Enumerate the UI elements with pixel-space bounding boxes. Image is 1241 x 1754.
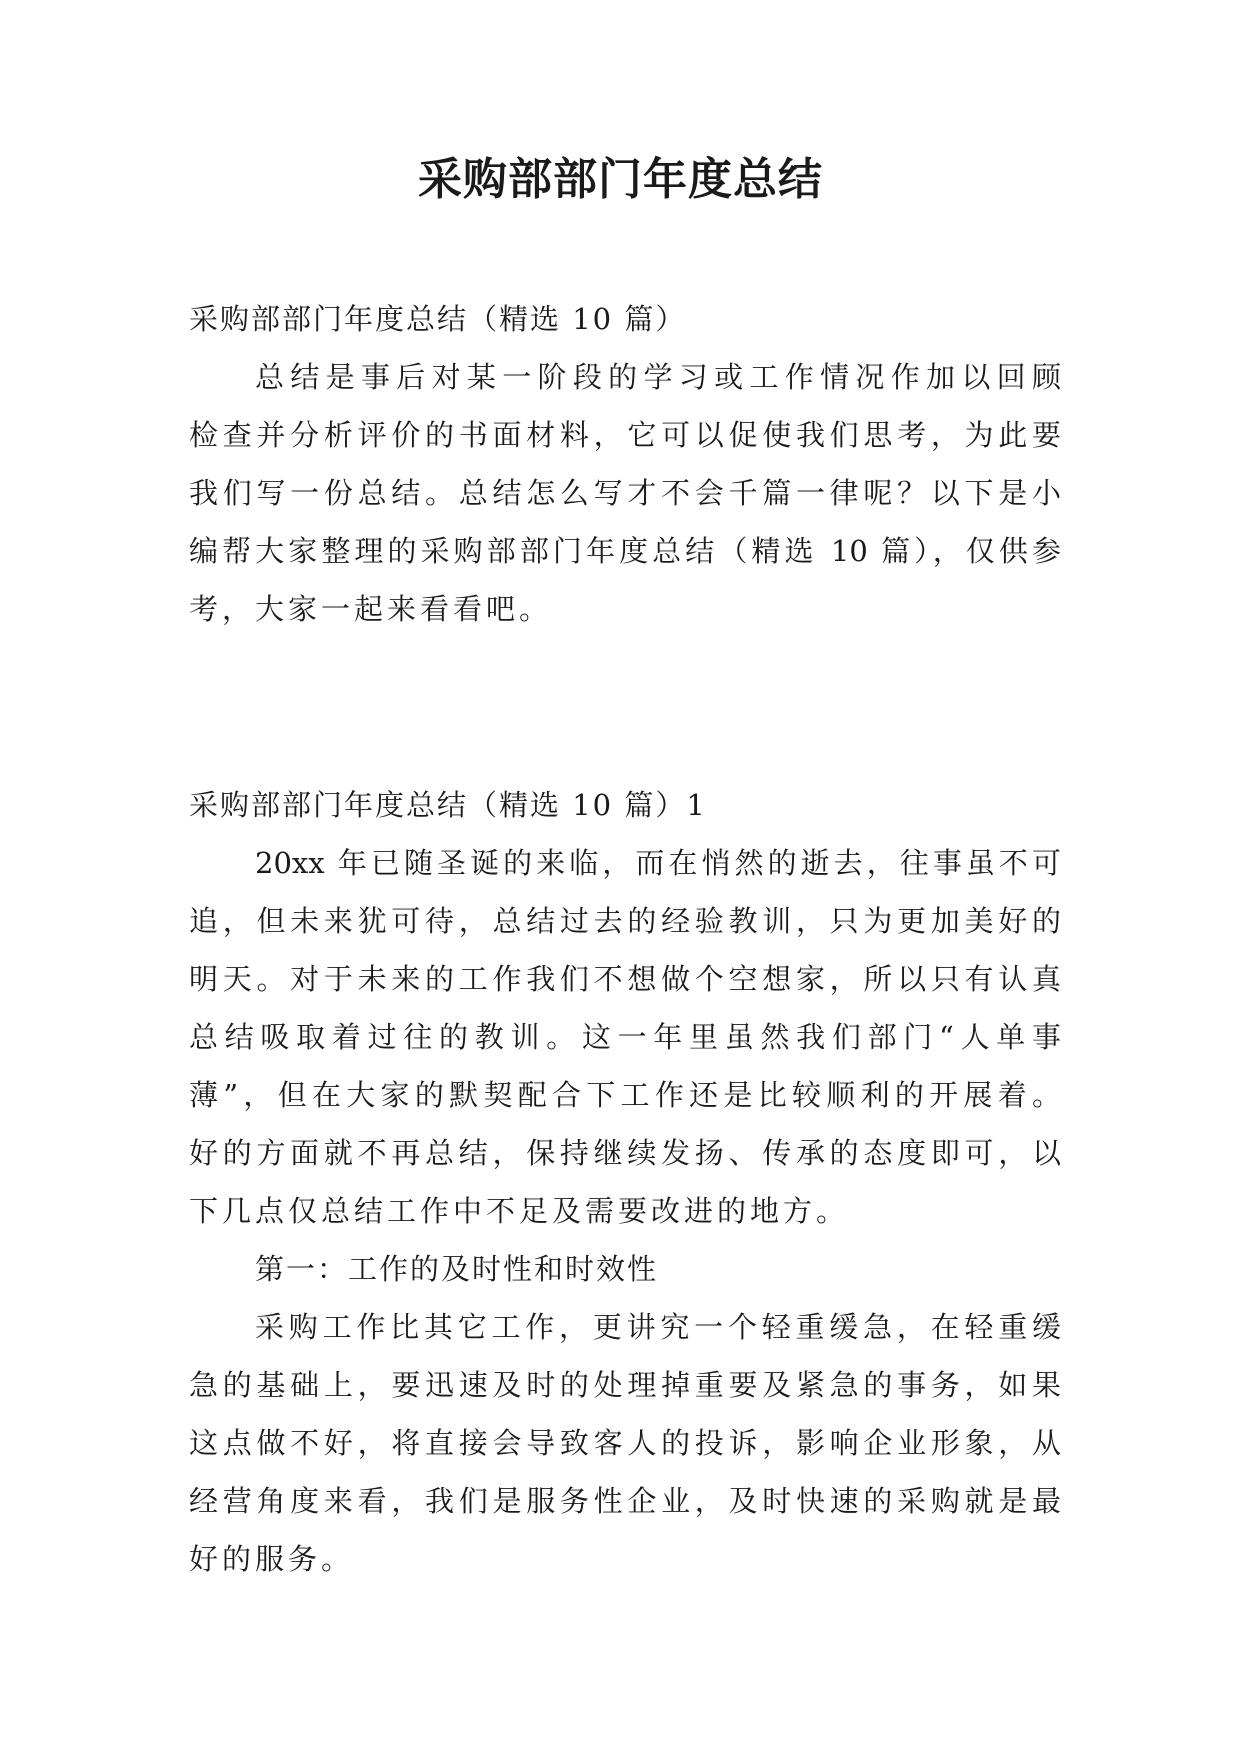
document-body (189, 290, 1061, 1588)
section1-p2-line-3: 这点做不好，将直接会导致客人的投诉，影响企业形象，从 (189, 1426, 1061, 1460)
section1-sub-heading: 第一：工作的及时性和时效性 (255, 1252, 659, 1286)
intro-line-1: 总结是事后对某一阶段的学习或工作情况作加以回顾 (255, 360, 1061, 394)
section1-p2-line-4: 经营角度来看，我们是服务性企业，及时快速的采购就是最 (189, 1484, 1061, 1518)
intro-heading: 采购部部门年度总结（精选 10 篇） (189, 302, 687, 336)
document-title: 采购部部门年度总结 (418, 154, 823, 205)
section1-p1-line-2: 追，但未来犹可待，总结过去的经验教训，只为更加美好的 (189, 904, 1061, 938)
section1-p1-line-1: 20xx 年已随圣诞的来临，而在悄然的逝去，往事虽不可 (255, 846, 1061, 880)
section1-p1-line-7: 下几点仅总结工作中不足及需要改进的地方。 (189, 1194, 850, 1228)
section1-heading: 采购部部门年度总结（精选 10 篇）1 (189, 788, 707, 822)
section1-p2-line-5: 好的服务。 (189, 1542, 355, 1576)
section1-p1-line-6: 好的方面就不再总结，保持继续发扬、传承的态度即可，以 (189, 1136, 1061, 1170)
section-spacer (189, 638, 1061, 776)
section1-p1-line-4: 总结吸取着过往的教训。这一年里虽然我们部门“人单事 (189, 1020, 1061, 1054)
intro-line-2: 检查并分析评价的书面材料，它可以促使我们思考，为此要 (189, 418, 1061, 452)
intro-line-3: 我们写一份总结。总结怎么写才不会千篇一律呢？以下是小 (189, 476, 1061, 510)
intro-line-5: 考，大家一起来看看吧。 (189, 592, 553, 626)
intro-line-4: 编帮大家整理的采购部部门年度总结（精选 10 篇），仅供参 (189, 534, 1061, 568)
section1-p2-line-2: 急的基础上，要迅速及时的处理掉重要及紧急的事务，如果 (189, 1368, 1061, 1402)
section1-p1-line-5: 薄”，但在大家的默契配合下工作还是比较顺利的开展着。 (189, 1078, 1061, 1112)
section1-p2-line-1: 采购工作比其它工作，更讲究一个轻重缓急，在轻重缓 (255, 1310, 1061, 1344)
section1-p1-line-3: 明天。对于未来的工作我们不想做个空想家，所以只有认真 (189, 962, 1061, 996)
